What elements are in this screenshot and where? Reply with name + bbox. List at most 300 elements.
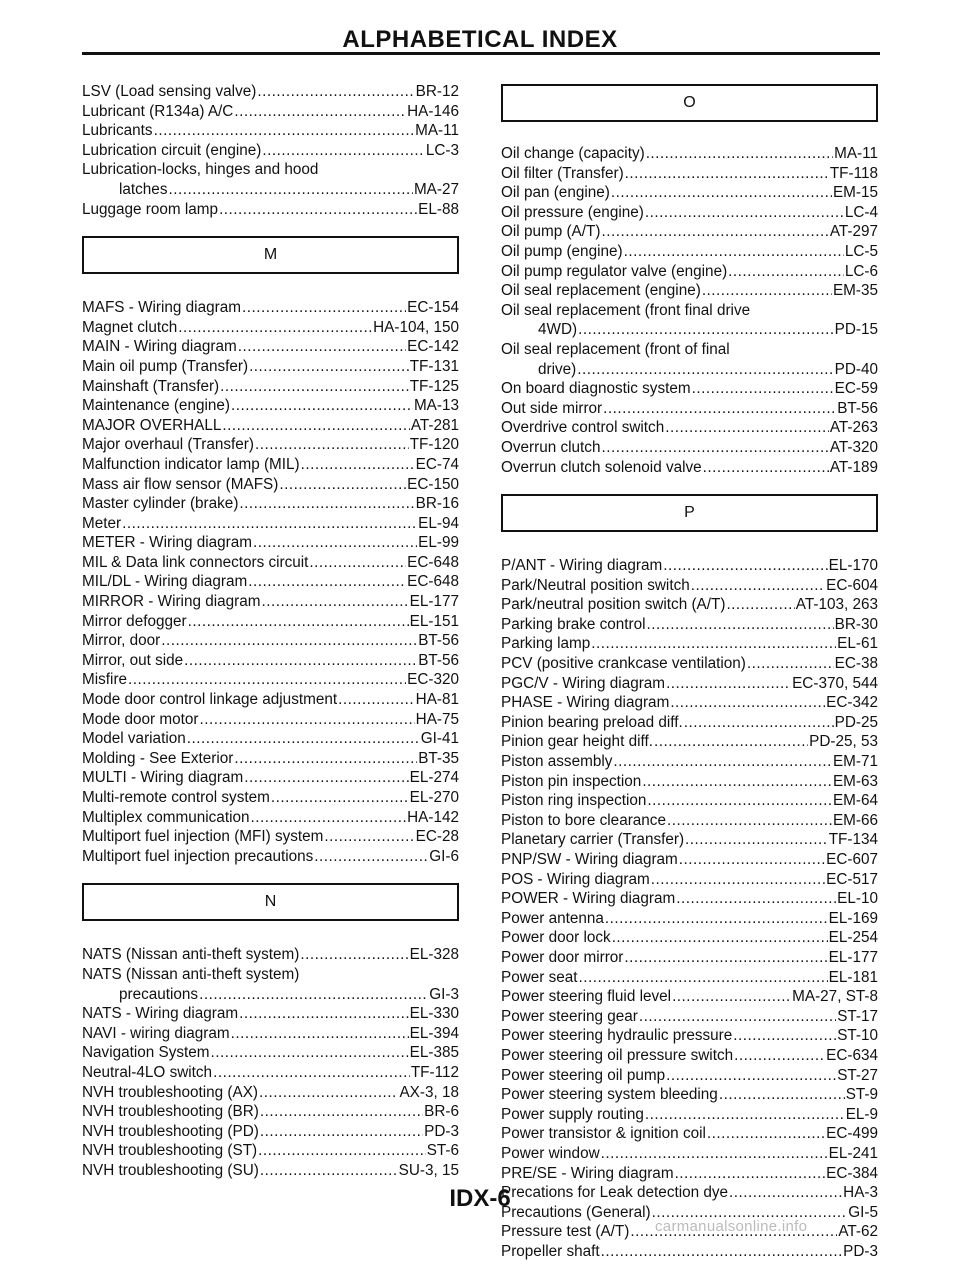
leader-dots	[184, 651, 417, 671]
entry-page-ref: EC-154	[407, 299, 459, 317]
entry-page-ref: BR-30	[834, 615, 878, 633]
entry-page-ref: PD-3	[424, 1122, 459, 1140]
leader-dots	[199, 985, 428, 1005]
entry-page-ref: EC-517	[826, 870, 878, 888]
entry-page-ref: EC-74	[415, 455, 459, 473]
leader-dots	[601, 222, 828, 242]
index-entry	[82, 377, 459, 397]
index-entry	[82, 572, 459, 592]
index-entry	[82, 475, 459, 495]
leader-dots	[244, 768, 408, 788]
entry-label: Mode door motor	[82, 710, 199, 728]
entry-page-ref: LC-4	[844, 203, 878, 221]
entry-page-ref: TF-112	[410, 1063, 459, 1081]
entry-label: Mirror, door	[82, 632, 161, 650]
leader-dots	[601, 1144, 828, 1164]
leader-dots	[625, 164, 829, 184]
entry-label: Power door lock	[501, 929, 611, 947]
entry-label: Mirror, out side	[82, 651, 184, 669]
header-rule	[82, 52, 880, 55]
leader-dots	[645, 203, 844, 223]
index-entry	[501, 732, 878, 752]
leader-dots	[231, 396, 413, 416]
index-entry	[501, 144, 878, 164]
entry-page-ref: EC-604	[826, 576, 878, 594]
index-entry	[82, 827, 459, 847]
entry-page-ref: BR-16	[415, 495, 459, 513]
index-entry	[82, 514, 459, 534]
index-entry	[82, 160, 459, 199]
leader-dots	[603, 399, 836, 419]
index-entry	[82, 847, 459, 867]
index-entry	[82, 1122, 459, 1142]
leader-dots	[611, 183, 832, 203]
entry-label: P/ANT - Wiring diagram	[501, 557, 663, 575]
entry-label: Planetary carrier (Transfer)	[501, 831, 685, 849]
entry-page-ref: HA-142	[407, 808, 459, 826]
leader-dots	[613, 752, 832, 772]
index-entry	[501, 811, 878, 831]
entry-label: Power steering hydraulic pressure	[501, 1027, 733, 1045]
entry-page-ref: BT-35	[418, 749, 459, 767]
leader-dots	[639, 1007, 836, 1027]
leader-dots	[703, 458, 829, 478]
index-entry	[501, 418, 878, 438]
entry-page-ref: ST-27	[837, 1066, 878, 1084]
index-entry	[82, 416, 459, 436]
leader-dots	[259, 1083, 398, 1103]
index-entry	[82, 1043, 459, 1063]
index-entry	[82, 690, 459, 710]
leader-dots	[199, 710, 414, 730]
entry-label: Propeller shaft	[501, 1242, 600, 1260]
leader-dots	[300, 945, 408, 965]
leader-dots	[728, 262, 844, 282]
entry-label: MULTI - Wiring diagram	[82, 769, 244, 787]
index-entry	[501, 222, 878, 242]
index-entry	[82, 435, 459, 455]
leader-dots	[692, 379, 834, 399]
index-entry	[501, 889, 878, 909]
leader-dots	[647, 615, 834, 635]
entry-page-ref: EL-9	[845, 1105, 878, 1123]
entry-label: Oil change (capacity)	[501, 145, 645, 162]
index-entry	[501, 1007, 878, 1027]
entry-label: Precations for Leak detection dye	[501, 1184, 729, 1202]
entry-page-ref: ST-9	[845, 1086, 878, 1104]
entry-label: PNP/SW - Wiring diagram	[501, 851, 678, 868]
index-entry	[82, 1102, 459, 1122]
index-entry	[82, 82, 459, 102]
entry-label: Park/Neutral position switch	[501, 576, 690, 594]
entry-page-ref: EL-177	[828, 948, 878, 966]
entry-label: MAIN - Wiring diagram	[82, 338, 237, 356]
section-header-m: M	[82, 236, 459, 274]
index-entry	[82, 1004, 459, 1024]
entry-page-ref: EL-254	[828, 929, 878, 947]
index-entry	[501, 1124, 878, 1144]
index-entry	[501, 399, 878, 419]
index-entry	[501, 1242, 878, 1261]
entry-label: precautions	[119, 985, 199, 1003]
entry-label: Piston pin inspection	[501, 772, 642, 790]
index-entry	[82, 651, 459, 671]
index-entry	[501, 928, 878, 948]
leader-dots	[314, 847, 428, 867]
index-entry	[501, 379, 878, 399]
entry-page-ref: EC-342	[826, 694, 878, 712]
section-header-p: P	[501, 494, 878, 532]
entry-label: PHASE - Wiring diagram	[501, 694, 670, 712]
index-entry	[501, 752, 878, 772]
index-entry	[501, 576, 878, 596]
index-entry	[82, 631, 459, 651]
entry-label: latches	[119, 180, 168, 198]
entry-page-ref: EM-71	[832, 753, 878, 771]
entry-label: Pressure test (A/T)	[501, 1223, 630, 1241]
entry-page-ref: EL-330	[409, 1005, 459, 1023]
index-entry	[82, 396, 459, 416]
entry-label: Park/neutral position switch (A/T)	[501, 596, 726, 614]
entry-label: POWER - Wiring diagram	[501, 890, 676, 908]
index-entry	[82, 808, 459, 828]
entry-page-ref: GI-41	[420, 730, 459, 748]
entry-page-ref: AT-189	[829, 458, 878, 476]
index-entry	[82, 729, 459, 749]
entry-page-ref: EL-241	[828, 1144, 878, 1162]
leader-dots	[261, 592, 408, 612]
leader-dots	[733, 1026, 836, 1046]
leader-dots	[260, 1102, 423, 1122]
entry-label: Mode door control linkage adjustment	[82, 691, 338, 709]
entry-label: NAVI - wiring diagram	[82, 1024, 230, 1042]
entry-page-ref: EC-59	[834, 380, 878, 398]
leader-dots	[577, 360, 833, 380]
entry-label: Oil pan (engine)	[501, 184, 610, 202]
leader-dots	[161, 631, 417, 651]
entry-page-ref: AT-62	[838, 1223, 878, 1241]
leader-dots	[679, 850, 825, 870]
leader-dots	[672, 987, 791, 1007]
entry-label: Power antenna	[501, 909, 604, 927]
index-entry	[82, 1141, 459, 1161]
index-entry	[501, 948, 878, 968]
entry-page-ref: AT-297	[829, 223, 878, 241]
leader-dots	[248, 572, 406, 592]
leader-dots	[231, 1024, 409, 1044]
entry-label: NVH troubleshooting (PD)	[82, 1122, 259, 1140]
entry-page-ref: EL-61	[837, 635, 878, 653]
entry-page-ref: TF-134	[828, 831, 878, 849]
entry-page-ref: TF-120	[409, 436, 459, 454]
entry-label: Power steering oil pump	[501, 1066, 666, 1084]
entry-label: Power supply routing	[501, 1105, 644, 1123]
entry-label: Pinion gear height diff.	[501, 733, 653, 751]
entry-label: LSV (Load sensing valve)	[82, 83, 257, 100]
entry-label: Mass air flow sensor (MAFS)	[82, 475, 279, 493]
leader-dots	[178, 318, 372, 338]
entry-page-ref: HA-146	[407, 102, 459, 120]
leader-dots	[591, 634, 836, 654]
index-entry	[82, 592, 459, 612]
entry-page-ref: EL-177	[409, 593, 459, 611]
index-entry	[501, 634, 878, 654]
entry-page-ref: TF-125	[409, 377, 459, 395]
entry-label: PCV (positive crankcase ventilation)	[501, 655, 746, 673]
leader-dots	[128, 670, 406, 690]
leader-dots	[702, 281, 832, 301]
index-entry	[501, 1085, 878, 1105]
entry-label: Precautions (General)	[501, 1203, 651, 1221]
leader-dots	[707, 1124, 825, 1144]
index-entry	[501, 693, 878, 713]
entry-page-ref: EL-99	[418, 534, 459, 552]
leader-dots	[675, 1164, 826, 1184]
entry-page-ref: TF-131	[409, 357, 459, 375]
entry-label: Power steering gear	[501, 1007, 638, 1025]
entry-page-ref: EL-151	[409, 612, 459, 630]
leader-dots	[338, 690, 415, 710]
entry-page-ref: EM-64	[832, 792, 878, 810]
index-entry	[501, 458, 878, 478]
index-entry	[82, 768, 459, 788]
entry-page-ref: HA-75	[415, 710, 459, 728]
entry-page-ref: EC-648	[407, 573, 459, 591]
leader-dots	[663, 556, 827, 576]
entry-page-ref: PD-15	[834, 321, 878, 339]
entry-label: Oil pump (A/T)	[501, 223, 601, 241]
entry-label: Multiport fuel injection precautions	[82, 847, 314, 865]
index-entry	[82, 298, 459, 318]
entry-label: Overdrive control switch	[501, 419, 665, 437]
entry-label: Parking brake control	[501, 615, 646, 633]
index-entry	[501, 1105, 878, 1125]
leader-dots	[747, 654, 834, 674]
leader-dots	[719, 1085, 845, 1105]
page-title: ALPHABETICAL INDEX	[342, 26, 618, 53]
entry-label: NVH troubleshooting (SU)	[82, 1161, 259, 1179]
entry-page-ref: ST-17	[837, 1007, 878, 1025]
entry-page-ref: EL-169	[828, 909, 878, 927]
leader-dots	[257, 82, 414, 102]
leader-dots	[605, 909, 828, 929]
entry-page-ref: EC-648	[407, 553, 459, 571]
leader-dots	[260, 1161, 398, 1181]
leader-dots	[612, 928, 828, 948]
entry-page-ref: BT-56	[418, 651, 459, 669]
entry-page-ref: EL-181	[828, 968, 878, 986]
entry-label: Lubricant (R134a) A/C	[82, 102, 234, 120]
entry-label: Main oil pump (Transfer)	[82, 357, 249, 375]
entry-label: Navigation System	[82, 1044, 210, 1062]
leader-dots	[239, 494, 414, 514]
index-entry	[82, 200, 459, 220]
entry-label: MAFS - Wiring diagram	[82, 299, 241, 317]
entry-label: MIL & Data link connectors circuit	[82, 553, 309, 571]
entry-label: Maintenance (engine)	[82, 397, 230, 415]
entry-label: Molding - See Exterior	[82, 749, 234, 767]
entry-label: Model variation	[82, 730, 186, 748]
entry-page-ref: EL-94	[418, 514, 459, 532]
entry-label: Oil filter (Transfer)	[501, 164, 624, 182]
entry-label: Multiport fuel injection (MFI) system	[82, 828, 324, 846]
leader-dots	[222, 416, 409, 436]
entry-page-ref: HA-81	[415, 691, 459, 709]
entry-label: MIRROR - Wiring diagram	[82, 593, 261, 611]
entry-label: Power steering oil pressure switch	[501, 1046, 734, 1064]
entry-page-ref: ST-10	[837, 1027, 878, 1045]
entry-label: Power window	[501, 1144, 600, 1162]
entry-page-ref: MA-11	[415, 122, 459, 140]
index-entry	[501, 674, 878, 694]
entry-page-ref: EL-394	[409, 1024, 459, 1042]
entry-page-ref: LC-3	[425, 141, 459, 159]
leader-dots	[667, 811, 832, 831]
index-entry	[82, 1063, 459, 1083]
leader-dots	[234, 749, 417, 769]
entry-label: Out side mirror	[501, 399, 603, 417]
leader-dots	[250, 808, 406, 828]
index-entry	[501, 1164, 878, 1184]
entry-page-ref: BT-56	[418, 632, 459, 650]
index-entry	[501, 262, 878, 282]
entry-label: Oil seal replacement (front final drive	[501, 301, 751, 319]
entry-label: Multi-remote control system	[82, 789, 270, 806]
index-entry	[82, 1083, 459, 1103]
index-entry	[501, 340, 878, 379]
entry-label: Meter	[82, 514, 122, 532]
entry-page-ref: ST-6	[426, 1142, 459, 1160]
leader-dots	[234, 102, 406, 122]
index-entry	[82, 141, 459, 161]
leader-dots	[309, 553, 406, 573]
entry-page-ref: EL-270	[409, 789, 459, 806]
leader-dots	[734, 1046, 825, 1066]
entry-page-ref: EC-370, 544	[792, 674, 878, 692]
index-entry	[501, 242, 878, 262]
leader-dots	[654, 732, 808, 752]
index-entry	[82, 710, 459, 730]
index-entry	[82, 965, 459, 1004]
index-entry	[501, 968, 878, 988]
index-entry	[501, 830, 878, 850]
index-entry	[501, 203, 878, 223]
leader-dots	[691, 576, 825, 596]
index-entry	[501, 281, 878, 301]
entry-label: Oil seal replacement (front of final	[501, 340, 730, 358]
index-entry	[82, 121, 459, 141]
entry-label: MIL/DL - Wiring diagram	[82, 573, 248, 591]
entry-page-ref: EC-320	[407, 671, 459, 689]
entry-label: NATS (Nissan anti-theft system)	[82, 946, 300, 964]
index-entry	[501, 1046, 878, 1066]
entry-page-ref: PD-3	[843, 1242, 878, 1260]
index-entry	[501, 772, 878, 792]
leader-dots	[154, 121, 415, 141]
entry-page-ref: EM-35	[832, 282, 878, 300]
entry-page-ref: AT-281	[410, 416, 459, 434]
leader-dots	[242, 298, 406, 318]
index-entry	[82, 533, 459, 553]
index-entry	[82, 670, 459, 690]
entry-label: Overrun clutch solenoid valve	[501, 458, 702, 476]
entry-page-ref: EM-63	[832, 772, 878, 790]
leader-dots	[324, 827, 414, 847]
leader-dots	[213, 1063, 410, 1083]
entry-label: MAJOR OVERHALL	[82, 416, 222, 434]
entry-label: Lubricants	[82, 122, 153, 140]
leader-dots	[255, 435, 409, 455]
index-entry	[501, 850, 878, 870]
index-entry	[501, 713, 878, 733]
leader-dots	[168, 180, 412, 200]
entry-page-ref: LC-6	[844, 262, 878, 280]
entry-page-ref: MA-27	[413, 180, 459, 198]
leader-dots	[188, 612, 409, 632]
index-entry	[82, 788, 459, 808]
index-entry	[501, 654, 878, 674]
leader-dots	[260, 1122, 423, 1142]
entry-page-ref: PD-40	[834, 360, 878, 378]
leader-dots	[249, 357, 409, 377]
entry-label: Piston assembly	[501, 753, 613, 771]
entry-page-ref: MA-27, ST-8	[792, 988, 878, 1006]
leader-dots	[220, 377, 409, 397]
entry-label: Power door mirror	[501, 948, 624, 966]
entry-page-ref: BR-12	[415, 83, 459, 100]
index-entry	[501, 1066, 878, 1086]
entry-label: NVH troubleshooting (AX)	[82, 1083, 258, 1101]
index-entry	[501, 164, 878, 184]
entry-page-ref: GI-3	[429, 985, 459, 1003]
entry-page-ref: AX-3, 18	[399, 1083, 459, 1101]
entry-page-ref: EC-38	[834, 655, 878, 673]
entry-page-ref: MA-13	[413, 397, 459, 415]
entry-label: PGC/V - Wiring diagram	[501, 674, 666, 692]
index-entry	[82, 749, 459, 769]
leader-dots	[665, 418, 829, 438]
index-entry	[501, 909, 878, 929]
leader-dots	[279, 475, 406, 495]
index-entry	[82, 455, 459, 475]
entry-label: Lubrication-locks, hinges and hood	[82, 161, 319, 179]
leader-dots	[685, 830, 828, 850]
index-entry	[501, 1144, 878, 1164]
entry-label: Overrun clutch	[501, 438, 601, 456]
entry-page-ref: BT-56	[837, 399, 878, 417]
index-entry	[82, 494, 459, 514]
index-entry	[82, 337, 459, 357]
leader-dots	[253, 533, 417, 553]
entry-page-ref: EL-10	[837, 890, 878, 908]
entry-page-ref: PD-25	[834, 713, 878, 731]
entry-page-ref: PD-25, 53	[809, 733, 878, 751]
entry-page-ref: EL-88	[418, 200, 459, 218]
leader-dots	[642, 772, 832, 792]
entry-label: Luggage room lamp	[82, 200, 219, 218]
entry-page-ref: HA-3	[843, 1184, 878, 1202]
index-entry	[82, 612, 459, 632]
leader-dots	[666, 1066, 836, 1086]
entry-label: Power transistor & ignition coil	[501, 1125, 706, 1143]
entry-page-ref: AT-103, 263	[795, 596, 878, 614]
leader-dots	[676, 889, 836, 909]
leader-dots	[187, 729, 420, 749]
leader-dots	[579, 968, 828, 988]
index-entry	[501, 615, 878, 635]
leader-dots	[726, 595, 794, 615]
entry-page-ref: EC-28	[415, 828, 459, 846]
